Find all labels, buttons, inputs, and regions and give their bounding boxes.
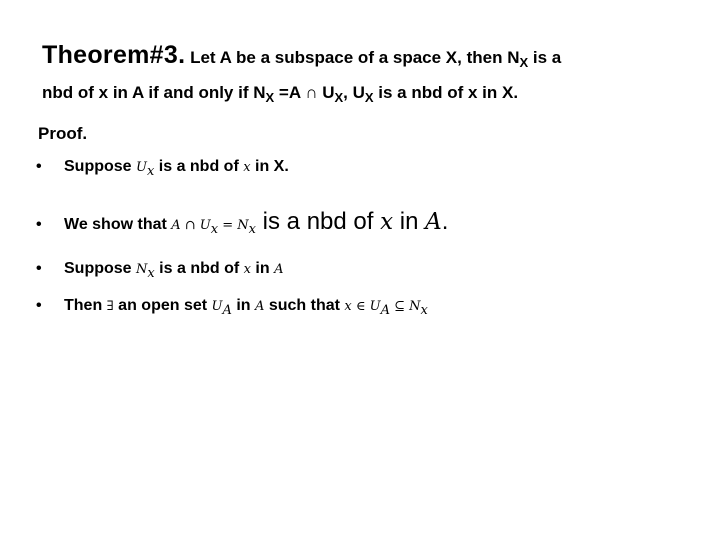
proof-bullet-3 <box>36 260 283 281</box>
theorem-line-2 <box>42 78 702 113</box>
bullet-text: such that <box>264 297 345 314</box>
theorem-text: =A ∩ U <box>274 83 335 102</box>
theorem-text: nbd of x in A if and only if N <box>42 83 266 102</box>
exists-symbol: ∃ <box>106 299 114 314</box>
math-symbol: x <box>380 209 394 235</box>
math-subscript: x <box>420 303 428 319</box>
bullet-mark: • <box>36 158 42 175</box>
bullet-text: is a nbd of <box>154 260 244 277</box>
subscript: X <box>265 90 275 105</box>
bullet-text: in <box>250 260 275 277</box>
subscript: X <box>519 55 529 70</box>
math-symbol: x <box>243 160 251 175</box>
bullet-text: in X. <box>250 158 289 175</box>
proof-bullet-2 <box>36 208 448 237</box>
math-symbol: A <box>274 262 284 277</box>
math-subscript: x <box>248 222 257 238</box>
math-symbol: A <box>255 299 265 314</box>
math-symbol: U <box>211 299 223 314</box>
bullet-text: We show that <box>64 216 172 233</box>
math-subscript: A <box>380 303 390 319</box>
theorem-text: is a <box>528 48 562 67</box>
theorem-text: Let A be a subspace of a space X, then N <box>190 48 520 67</box>
bullet-mark: • <box>36 216 42 233</box>
theorem-statement <box>42 40 702 113</box>
math-subscript: A <box>222 303 232 319</box>
bullet-mark: • <box>36 260 42 277</box>
math-subscript: x <box>210 222 219 238</box>
math-expression: ⊆ N <box>389 299 421 314</box>
math-expression: x ∈ U <box>344 299 381 314</box>
bullet-mark: • <box>36 297 42 314</box>
proof-heading: Proof. <box>38 124 88 143</box>
subscript: X <box>334 90 344 105</box>
theorem-text: is a nbd of x in X. <box>373 83 519 102</box>
bullet-text: an open set <box>113 297 212 314</box>
theorem-text: , U <box>343 83 365 102</box>
bullet-text: Suppose <box>64 158 137 175</box>
math-expression: = N <box>218 218 249 233</box>
bullet-text-large: in <box>393 208 426 235</box>
subscript: X <box>364 90 374 105</box>
bullet-text-large: . <box>441 208 449 235</box>
bullet-text: Then <box>64 297 107 314</box>
theorem-line-1 <box>42 40 702 78</box>
math-expression: A ∩ U <box>171 218 211 233</box>
proof-bullet-4 <box>36 297 428 318</box>
math-symbol: x <box>243 262 251 277</box>
math-subscript: x <box>147 266 155 282</box>
math-symbol: N <box>136 262 148 277</box>
math-subscript: x <box>146 164 155 180</box>
bullet-text-large: is a nbd of <box>256 208 381 235</box>
bullet-text: is a nbd of <box>154 158 244 175</box>
theorem-label: Theorem#3. <box>42 41 186 69</box>
proof-bullet-1 <box>36 158 289 179</box>
math-symbol: A <box>425 209 442 235</box>
bullet-text: Suppose <box>64 260 137 277</box>
math-symbol: U <box>136 160 147 175</box>
bullet-text: in <box>231 297 255 314</box>
